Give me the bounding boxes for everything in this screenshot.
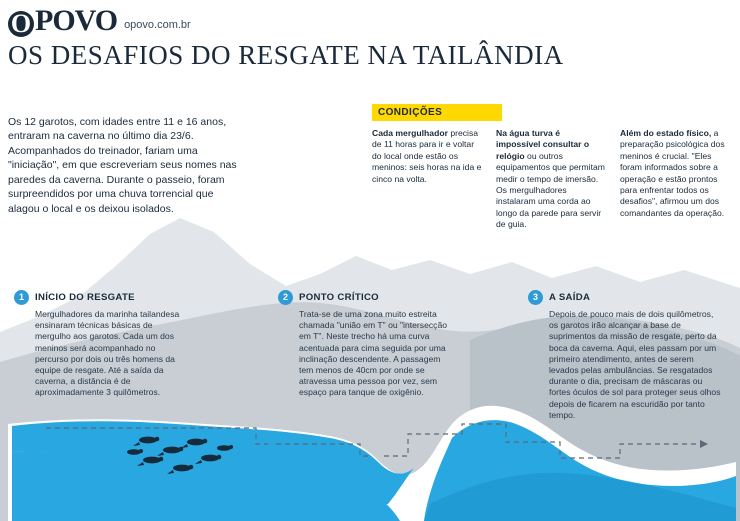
condition-text: ou outros equipamentos que permitam medir o tempo de imersão. Os mergulhadores instalaram uma corda ao longo da parede para servir de guia. (496, 150, 605, 230)
conditions-title: CONDIÇÕES (378, 107, 443, 118)
logo-mark: O (8, 11, 34, 37)
step-title: A SAÍDA (549, 292, 591, 303)
step-number-badge: 1 (14, 290, 29, 305)
step-title: PONTO CRÍTICO (299, 292, 379, 303)
intro-paragraph: Os 12 garotos, com idades entre 11 e 16 anos, entraram na caverna no último dia 23/6. Acompanhados do treinador, fariam uma "iniciação", em que escreveriam seus nomes nas paredes da caverna. Durante o passeio, foram surpreendidos por uma chuva torrencial que alagou o local e os deixou isolados. (8, 115, 237, 215)
condition-lead: Além do estado físico, (620, 128, 712, 138)
logo-wordmark: POVO (35, 4, 118, 37)
condition-text: a preparação psicológica dos meninos é crucial. "Eles foram informados sobre a operação e estão prontos para enfrentar todos os desafios", afirmou um dos comandantes da operação. (620, 128, 725, 218)
conditions-header (372, 104, 502, 121)
step-callout-2 (278, 290, 453, 399)
step-description: Mergulhadores da marinha tailandesa ensinaram técnicas básicas de mergulho aos garotos. Cada um dos meninos será acompanhado no percurso por dois ou três homens da equipe de resgate. Até a saída da caverna, a distância é de aproximadamente 3 quilômetros. (35, 309, 180, 398)
step-header (528, 290, 724, 305)
step-description: Depois de pouco mais de dois quilômetros, os garotos irão alcançar a base de suprimentos da missão de resgate, perto da boca da caverna. Aqui, eles passam por um primeiro atendimento, antes de serem levados pelas ambulâncias. Se resgatados durante o dia, precisam de máscaras ou fortes óculos de sol para proteger seus olhos depois de ficarem na escuridão por tanto tempo. (549, 309, 721, 420)
site-url: opovo.com.br (124, 19, 191, 31)
page-title: OS DESAFIOS DO RESGATE NA TAILÂNDIA (8, 40, 564, 70)
step-callout-1 (14, 290, 182, 399)
step-description: Trata-se de uma zona muito estreita chamada "união em T" ou "intersecção em T". Neste trecho há uma curva acentuada para cima seguida por uma inclinação descendente. A passagem tem menos de 40cm por onde se atravessa uma pessoa por vez, sem espaço para tanque de oxigênio. (299, 309, 448, 398)
condition-text: precisa de 11 horas para ir e voltar do local onde estão os meninos: seis horas na ida e cinco na volta. (372, 128, 482, 184)
step-number-badge: 2 (278, 290, 293, 305)
condition-lead: Cada mergulhador (372, 128, 448, 138)
step-number-badge: 3 (528, 290, 543, 305)
condition-lead: Na água turva é impossível consultar o relógio (496, 128, 590, 161)
step-callout-3 (528, 290, 724, 421)
step-header (14, 290, 182, 305)
masthead (8, 6, 191, 36)
step-header (278, 290, 453, 305)
step-title: INÍCIO DO RESGATE (35, 292, 135, 303)
